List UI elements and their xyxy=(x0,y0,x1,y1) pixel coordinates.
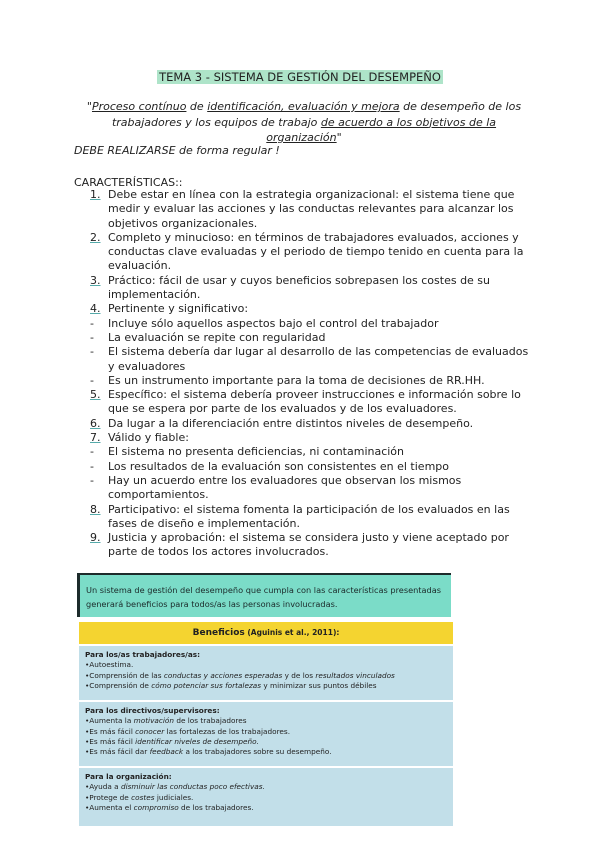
list-bullet: - xyxy=(90,316,94,330)
list-item xyxy=(90,374,530,388)
list-bullet: - xyxy=(90,345,94,359)
characteristics-heading: CARACTERÍSTICAS:: xyxy=(74,176,183,189)
benefits-workers xyxy=(79,646,453,700)
list-item-text: Hay un acuerdo entre los evaluadores que observan los mismos comportamientos. xyxy=(108,473,462,502)
list-bullet: - xyxy=(90,459,94,473)
list-number: 1. xyxy=(90,188,101,201)
benefits-intro-box: Un sistema de gestión del desempeño que cumpla con las características presentadas generará beneficios para todos/as las personas involucradas. xyxy=(77,573,451,617)
list-item xyxy=(90,460,530,474)
list-item-text: Específico: el sistema debería proveer instrucciones e información sobre lo que se espera por parte de los evaluados y de los evaluadores. xyxy=(108,388,521,416)
benefit-item: •Aumenta el compromiso de los trabajadores. xyxy=(85,802,254,812)
list-item xyxy=(90,417,530,431)
benefit-item: •Autoestima. xyxy=(85,660,134,670)
benefit-item: •Ayuda a disminuir las conductas poco efectivas. xyxy=(85,782,265,792)
list-number: 4. xyxy=(90,302,101,316)
benefit-item: •Aumenta la motivación de los trabajadores xyxy=(85,716,247,726)
list-item-text: La evaluación se repite con regularidad xyxy=(108,330,326,344)
list-item xyxy=(90,445,530,459)
list-item-text: Los resultados de la evaluación son consistentes en el tiempo xyxy=(108,459,449,473)
benefit-item: •Es más fácil dar feedback a los trabajadores sobre su desempeño. xyxy=(85,747,332,757)
list-item-text: El sistema debería dar lugar al desarrollo de las competencias de evaluados y evaluadores xyxy=(108,345,529,373)
list-item xyxy=(90,188,530,231)
list-bullet: - xyxy=(90,473,94,487)
list-bullet: - xyxy=(90,373,94,387)
list-item xyxy=(90,531,530,560)
list-item xyxy=(90,503,530,532)
list-number: 8. xyxy=(90,502,101,516)
list-item xyxy=(90,274,530,303)
benefits-header: Beneficios (Aguinis et al., 2011): xyxy=(79,622,453,644)
list-item xyxy=(90,317,530,331)
list-item xyxy=(90,474,530,503)
list-bullet: - xyxy=(90,330,94,344)
benefit-item: •Es más fácil conocer las fortalezas de los trabajadores. xyxy=(85,726,291,736)
section-heading: Para los directivos/supervisores: xyxy=(85,706,220,715)
list-number: 6. xyxy=(90,416,101,430)
characteristics-list xyxy=(90,188,530,560)
benefit-item: •Comprensión de cómo potenciar sus fortalezas y minimizar sus puntos débiles xyxy=(85,680,377,690)
regularity-note: DEBE REALIZARSE de forma regular ! xyxy=(74,144,280,157)
benefit-item: •Comprensión de las conductas y acciones esperadas y de los resultados vinculados xyxy=(85,670,395,680)
list-item-text: Justicia y aprobación: el sistema se considera justo y viene aceptado por parte de todos los actores involucrados. xyxy=(108,531,509,559)
list-item-text: Debe estar en línea con la estrategia organizacional: el sistema tiene que medir y evaluar las acciones y las conductas relevantes para alcanzar los objetivos organizacionales. xyxy=(108,188,515,230)
definition-quote: "Proceso contínuo de identificación, evaluación y mejora de desempeño de los trabajadores y los equipos de trabajo de acuerdo a los objetivos de la organización" xyxy=(86,100,522,144)
list-item-text: Incluye sólo aquellos aspectos bajo el control del trabajador xyxy=(108,316,439,330)
list-item xyxy=(90,331,530,345)
list-number: 5. xyxy=(90,388,101,402)
section-heading: Para la organización: xyxy=(85,772,172,781)
list-item-text: Válido y fiable: xyxy=(108,431,189,445)
section-heading: Para los/as trabajadores/as: xyxy=(85,650,201,659)
list-item xyxy=(90,431,530,445)
list-item xyxy=(90,345,530,374)
list-number: 3. xyxy=(90,273,101,287)
list-item-text: Participativo: el sistema fomenta la participación de los evaluados en las fases de diseño e implementación. xyxy=(108,502,510,530)
list-item xyxy=(90,302,530,316)
list-item xyxy=(90,231,530,274)
list-item-text: Es un instrumento importante para la toma de decisiones de RR.HH. xyxy=(108,373,485,387)
benefits-organization xyxy=(79,768,453,826)
list-bullet: - xyxy=(90,445,94,459)
benefits-managers xyxy=(79,702,453,766)
list-item-text: Completo y minucioso: en términos de trabajadores evaluados, acciones y conductas clave evaluadas y el periodo de tiempo tenido en cuenta para la evaluación. xyxy=(108,230,524,273)
list-item xyxy=(90,388,530,417)
list-item-text: El sistema no presenta deficiencias, ni contaminación xyxy=(108,445,405,459)
list-item-text: Da lugar a la diferenciación entre distintos niveles de desempeño. xyxy=(108,416,474,430)
page-title: TEMA 3 - SISTEMA DE GESTIÓN DEL DESEMPEÑO xyxy=(159,70,441,84)
benefit-item: •Protege de costes judiciales. xyxy=(85,792,194,802)
list-item-text: Pertinente y significativo: xyxy=(108,302,249,316)
list-item-text: Práctico: fácil de usar y cuyos beneficios sobrepasen los costes de su implementación. xyxy=(108,273,491,302)
list-number: 2. xyxy=(90,230,101,244)
benefit-item: •Es más fácil identificar niveles de desempeño. xyxy=(85,736,259,746)
list-number: 7. xyxy=(90,431,101,445)
list-number: 9. xyxy=(90,531,101,545)
